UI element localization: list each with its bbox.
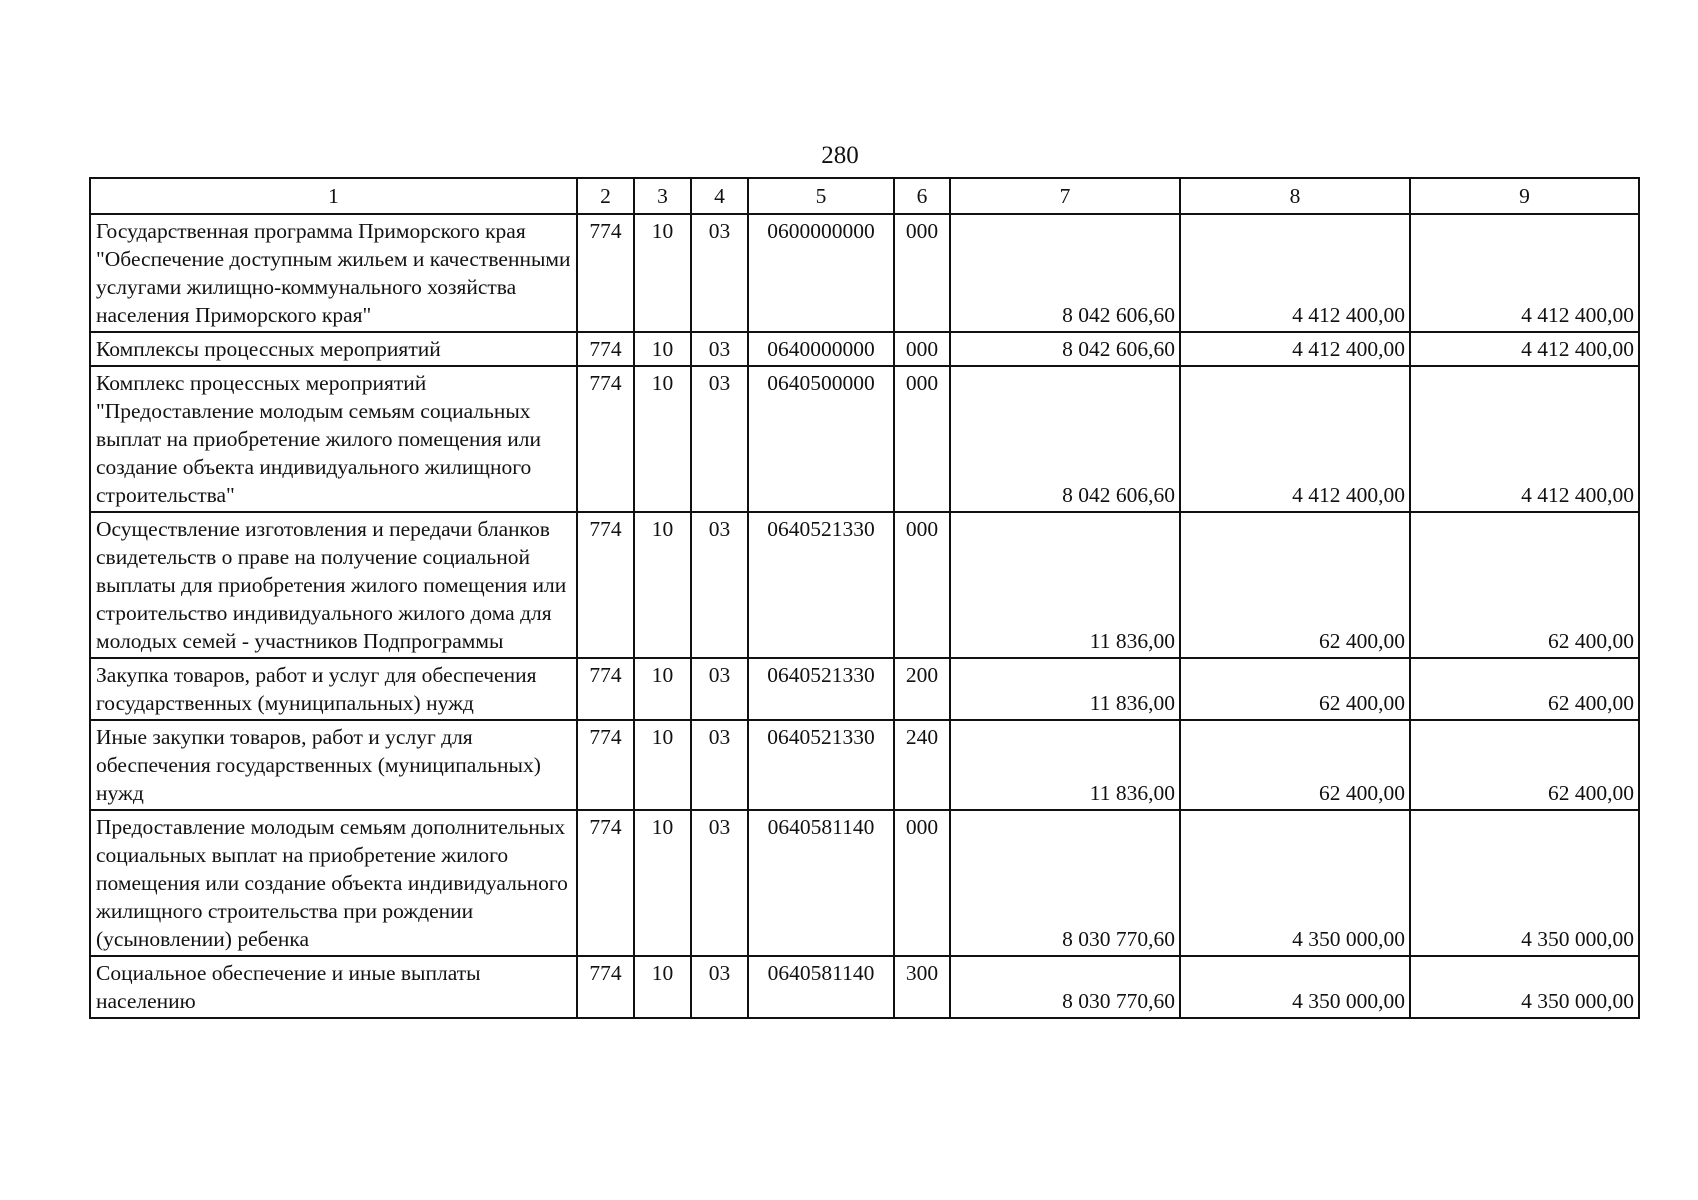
amount-cell: 11 836,00 bbox=[950, 512, 1180, 658]
amount-cell: 62 400,00 bbox=[1180, 658, 1410, 720]
amount-cell: 4 350 000,00 bbox=[1410, 810, 1639, 956]
column-header: 6 bbox=[894, 178, 950, 214]
code-cell: 0640521330 bbox=[748, 720, 894, 810]
code-cell: 03 bbox=[691, 214, 748, 332]
code-cell: 774 bbox=[577, 810, 634, 956]
code-cell: 03 bbox=[691, 332, 748, 366]
amount-cell: 62 400,00 bbox=[1410, 720, 1639, 810]
amount-cell: 4 350 000,00 bbox=[1180, 956, 1410, 1018]
code-cell: 10 bbox=[634, 332, 691, 366]
code-cell: 03 bbox=[691, 366, 748, 512]
column-header: 7 bbox=[950, 178, 1180, 214]
code-cell: 000 bbox=[894, 366, 950, 512]
amount-cell: 11 836,00 bbox=[950, 720, 1180, 810]
amount-cell: 4 412 400,00 bbox=[1410, 332, 1639, 366]
row-name: Закупка товаров, работ и услуг для обеспечения государственных (муниципальных) нужд bbox=[90, 658, 577, 720]
column-header: 5 bbox=[748, 178, 894, 214]
code-cell: 03 bbox=[691, 512, 748, 658]
header-row bbox=[90, 178, 1639, 214]
code-cell: 10 bbox=[634, 512, 691, 658]
table-row bbox=[90, 512, 1639, 658]
code-cell: 000 bbox=[894, 332, 950, 366]
code-cell: 0640581140 bbox=[748, 956, 894, 1018]
table-row bbox=[90, 332, 1639, 366]
row-name: Комплексы процессных мероприятий bbox=[90, 332, 577, 366]
code-cell: 200 bbox=[894, 658, 950, 720]
code-cell: 10 bbox=[634, 810, 691, 956]
code-cell: 0600000000 bbox=[748, 214, 894, 332]
code-cell: 774 bbox=[577, 720, 634, 810]
code-cell: 10 bbox=[634, 720, 691, 810]
amount-cell: 62 400,00 bbox=[1180, 720, 1410, 810]
amount-cell: 4 412 400,00 bbox=[1410, 366, 1639, 512]
amount-cell: 4 350 000,00 bbox=[1410, 956, 1639, 1018]
amount-cell: 62 400,00 bbox=[1410, 512, 1639, 658]
row-name: Осуществление изготовления и передачи бланков свидетельств о праве на получение социальной выплаты для приобретения жилого помещения или строительство индивидуального жилого дома для молодых семей - участников Подпрограммы bbox=[90, 512, 577, 658]
column-header: 8 bbox=[1180, 178, 1410, 214]
table-row bbox=[90, 956, 1639, 1018]
code-cell: 03 bbox=[691, 810, 748, 956]
code-cell: 000 bbox=[894, 512, 950, 658]
code-cell: 0640500000 bbox=[748, 366, 894, 512]
amount-cell: 4 350 000,00 bbox=[1180, 810, 1410, 956]
column-header: 3 bbox=[634, 178, 691, 214]
amount-cell: 4 412 400,00 bbox=[1180, 366, 1410, 512]
code-cell: 000 bbox=[894, 214, 950, 332]
column-header: 9 bbox=[1410, 178, 1639, 214]
code-cell: 774 bbox=[577, 658, 634, 720]
amount-cell: 62 400,00 bbox=[1410, 658, 1639, 720]
code-cell: 0640000000 bbox=[748, 332, 894, 366]
amount-cell: 8 042 606,60 bbox=[950, 214, 1180, 332]
row-name: Комплекс процессных мероприятий "Предоставление молодым семьям социальных выплат на приобретение жилого помещения или создание объекта индивидуального жилищного строительства" bbox=[90, 366, 577, 512]
table-row bbox=[90, 658, 1639, 720]
code-cell: 0640521330 bbox=[748, 512, 894, 658]
table-row bbox=[90, 366, 1639, 512]
row-name: Предоставление молодым семьям дополнительных социальных выплат на приобретение жилого помещения или создание объекта индивидуального жилищного строительства при рождении (усыновлении) ребенка bbox=[90, 810, 577, 956]
amount-cell: 62 400,00 bbox=[1180, 512, 1410, 658]
table-row bbox=[90, 214, 1639, 332]
column-header: 4 bbox=[691, 178, 748, 214]
budget-table bbox=[89, 177, 1640, 1019]
row-name: Государственная программа Приморского края "Обеспечение доступным жильем и качественными услугами жилищно-коммунального хозяйства населения Приморского края" bbox=[90, 214, 577, 332]
code-cell: 774 bbox=[577, 214, 634, 332]
table-row bbox=[90, 810, 1639, 956]
code-cell: 10 bbox=[634, 956, 691, 1018]
column-header: 2 bbox=[577, 178, 634, 214]
page-number: 280 bbox=[821, 142, 859, 169]
amount-cell: 4 412 400,00 bbox=[1410, 214, 1639, 332]
amount-cell: 11 836,00 bbox=[950, 658, 1180, 720]
amount-cell: 4 412 400,00 bbox=[1180, 332, 1410, 366]
code-cell: 000 bbox=[894, 810, 950, 956]
code-cell: 774 bbox=[577, 366, 634, 512]
column-header: 1 bbox=[90, 178, 577, 214]
code-cell: 774 bbox=[577, 332, 634, 366]
amount-cell: 8 042 606,60 bbox=[950, 332, 1180, 366]
row-name: Иные закупки товаров, работ и услуг для обеспечения государственных (муниципальных) нужд bbox=[90, 720, 577, 810]
amount-cell: 8 030 770,60 bbox=[950, 810, 1180, 956]
code-cell: 03 bbox=[691, 956, 748, 1018]
code-cell: 03 bbox=[691, 658, 748, 720]
amount-cell: 8 042 606,60 bbox=[950, 366, 1180, 512]
table-row bbox=[90, 720, 1639, 810]
code-cell: 774 bbox=[577, 512, 634, 658]
code-cell: 10 bbox=[634, 214, 691, 332]
code-cell: 03 bbox=[691, 720, 748, 810]
code-cell: 774 bbox=[577, 956, 634, 1018]
code-cell: 240 bbox=[894, 720, 950, 810]
code-cell: 10 bbox=[634, 366, 691, 512]
amount-cell: 8 030 770,60 bbox=[950, 956, 1180, 1018]
row-name: Социальное обеспечение и иные выплаты населению bbox=[90, 956, 577, 1018]
code-cell: 300 bbox=[894, 956, 950, 1018]
code-cell: 0640521330 bbox=[748, 658, 894, 720]
code-cell: 10 bbox=[634, 658, 691, 720]
code-cell: 0640581140 bbox=[748, 810, 894, 956]
amount-cell: 4 412 400,00 bbox=[1180, 214, 1410, 332]
